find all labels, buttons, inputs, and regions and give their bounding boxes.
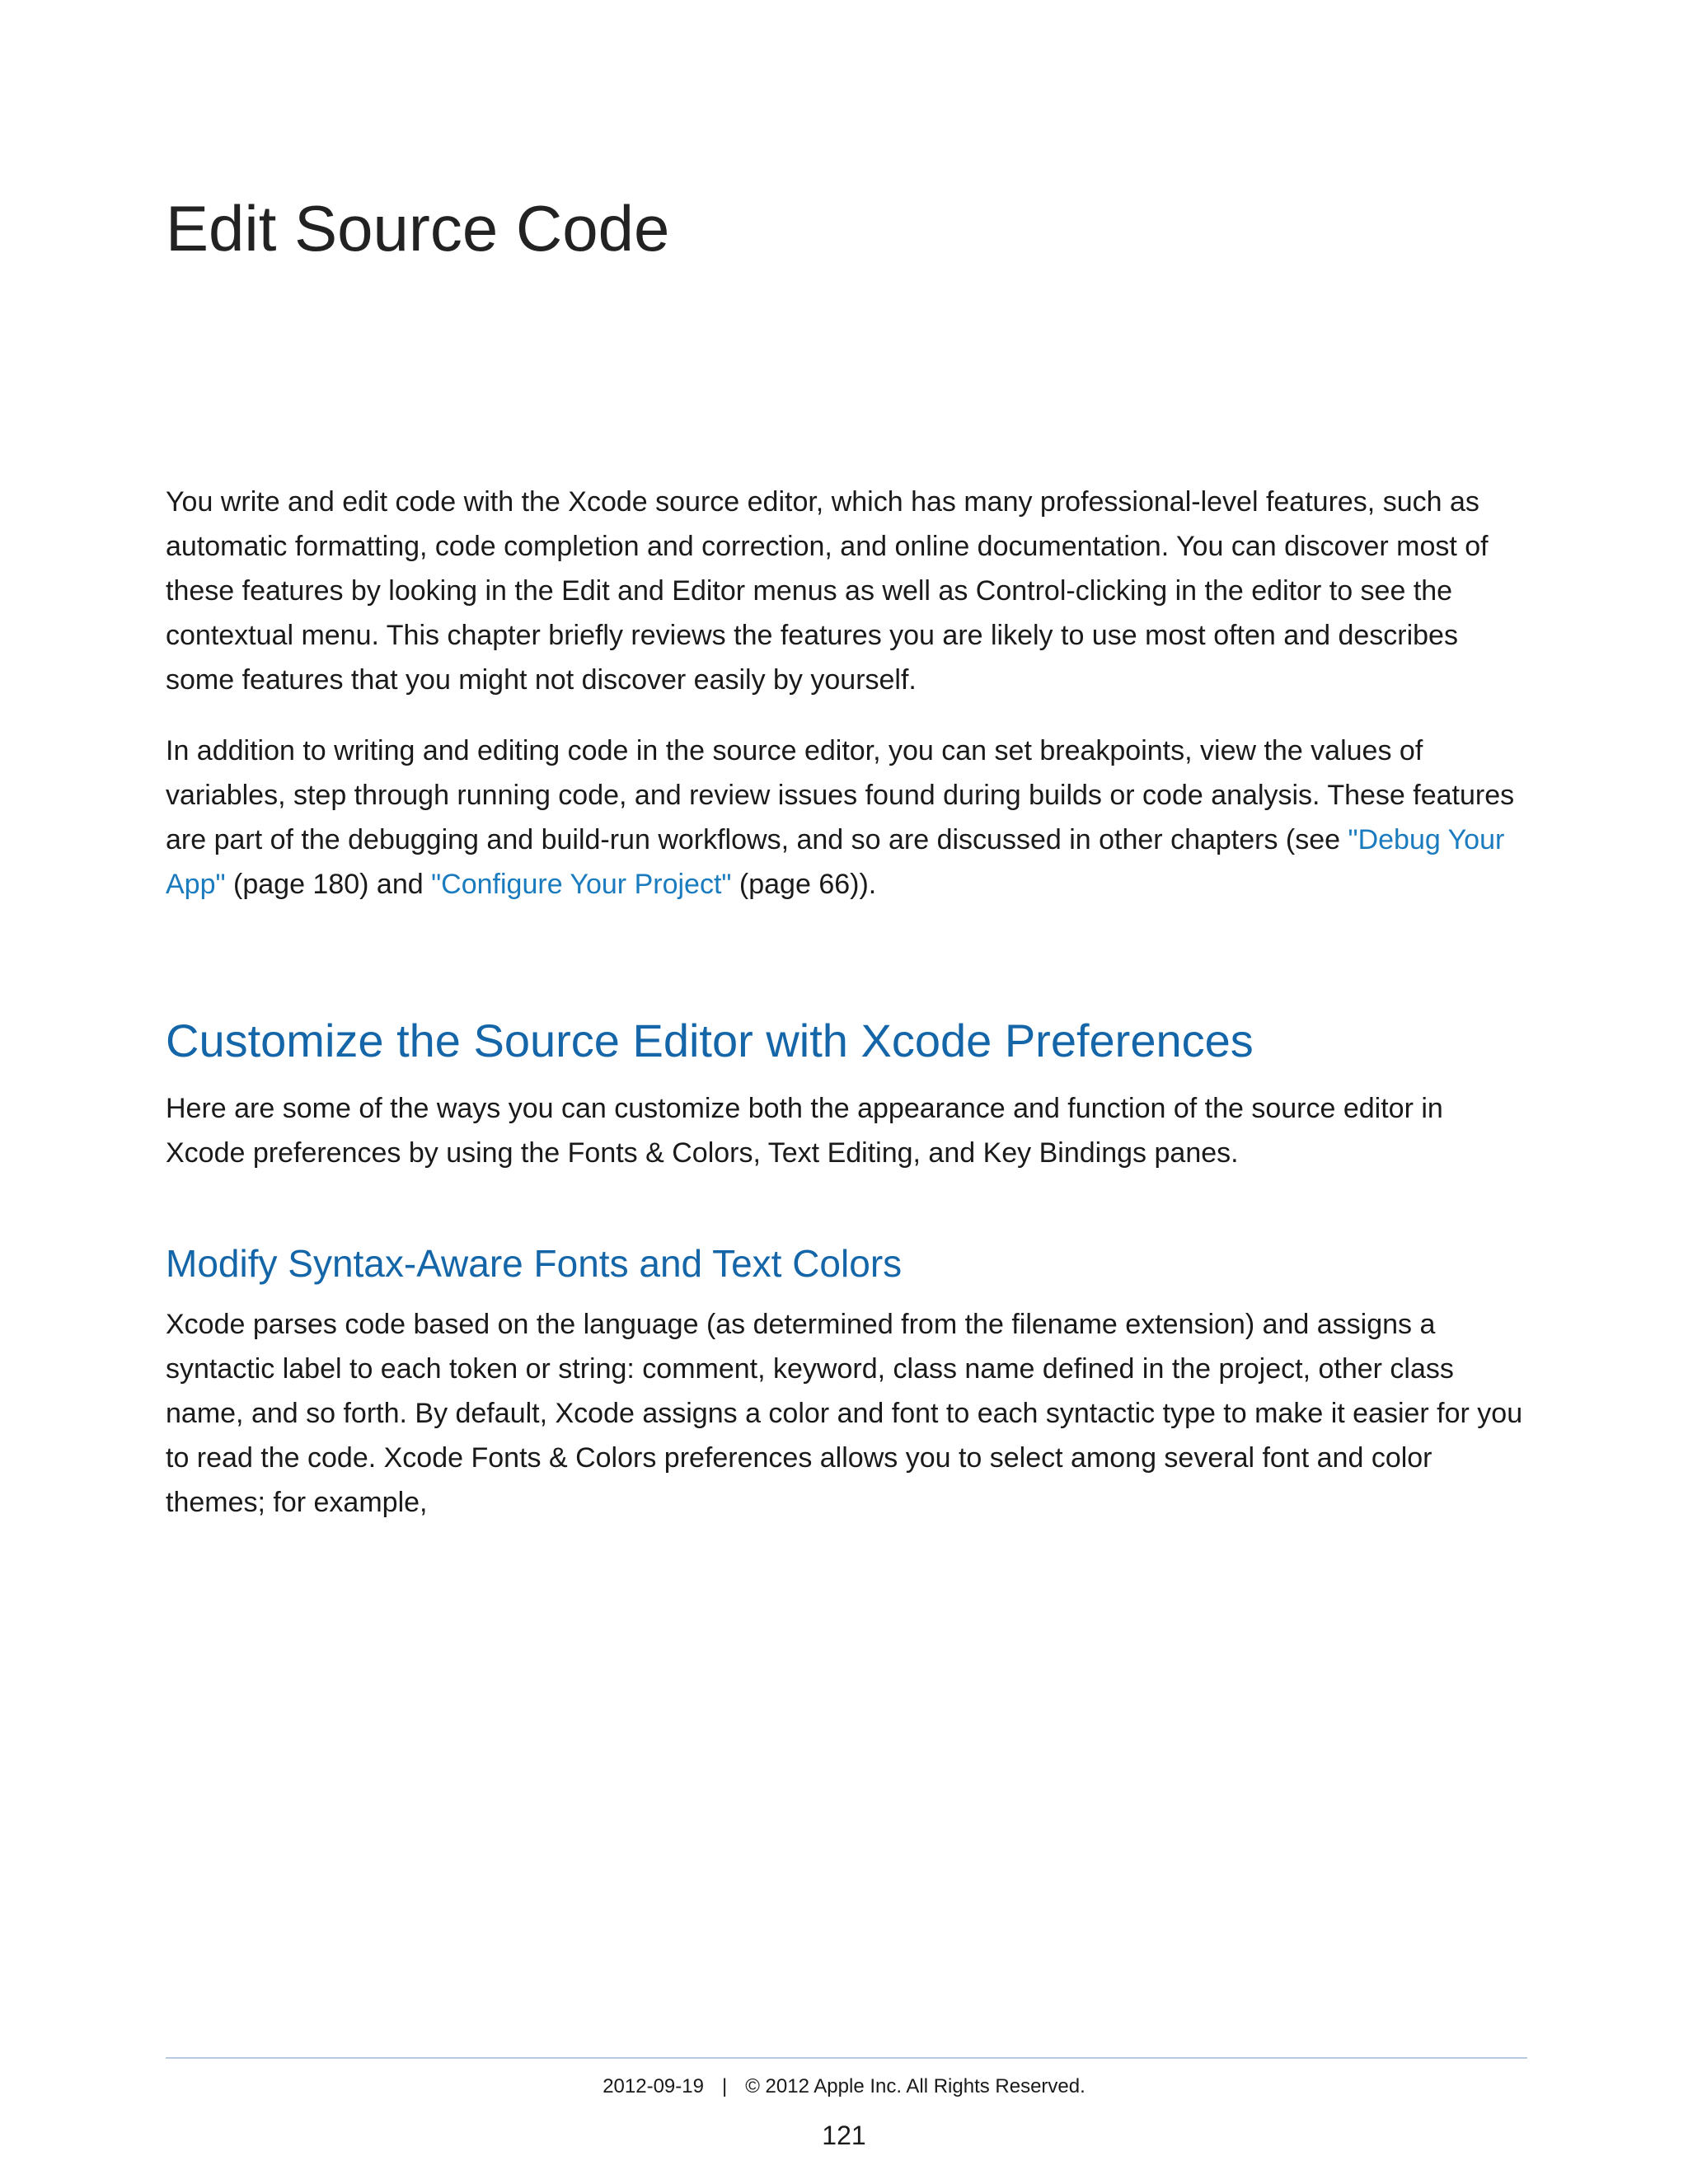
section-heading: Customize the Source Editor with Xcode Preferences bbox=[166, 1015, 1254, 1066]
footer bbox=[0, 2075, 1688, 2098]
intro-paragraph-1: You write and edit code with the Xcode source editor, which has many professional-level features, such as automatic formatting, code completion and correction, and online documentation. You can discover most of these features by looking in the Edit and Editor menus as well as Control-clicking in the editor to see the contextual menu. This chapter briefly reviews the features you are likely to use most often and describes some features that you might not discover easily by yourself. bbox=[166, 486, 1489, 696]
intro-paragraph-2-text-end: (page 66)). bbox=[731, 869, 877, 900]
link-configure-your-project[interactable]: "Configure Your Project" bbox=[431, 869, 732, 900]
subsection-heading: Modify Syntax-Aware Fonts and Text Colors bbox=[166, 1242, 903, 1285]
intro-paragraph-2 bbox=[166, 729, 1527, 907]
intro-paragraph-2-text-middle: (page 180) and bbox=[225, 869, 432, 900]
footer-separator: | bbox=[721, 2075, 728, 2097]
footer-date: 2012-09-19 bbox=[603, 2075, 704, 2097]
subsection-paragraph: Xcode parses code based on the language (as determined from the filename extension) and assigns a syntactic label to each token or string: comment, keyword, class name defined in the project, other class name, and so forth. By default, Xcode assigns a color and font to each syntactic type to make it easier for you to read the code. Xcode Fonts & Colors preferences allows you to select among several font and color themes; for example, bbox=[166, 1309, 1523, 1518]
chapter-title: Edit Source Code bbox=[166, 192, 670, 265]
section-paragraph: Here are some of the ways you can customize both the appearance and function of the source editor in Xcode preferences by using the Fonts & Colors, Text Editing, and Key Bindings panes. bbox=[166, 1093, 1443, 1169]
footer-copyright: © 2012 Apple Inc. All Rights Reserved. bbox=[745, 2075, 1085, 2097]
footer-divider bbox=[166, 2057, 1527, 2059]
page-number: 121 bbox=[822, 2121, 866, 2150]
link-debug-your-app[interactable]: "Debug Your App" bbox=[166, 824, 1505, 900]
intro-paragraph-2-text-start: In addition to writing and editing code in the source editor, you can set breakpoints, view the values of variables, step through running code, and review issues found during builds or code analysis. These features are part of the debugging and build-run workflows, and so are discussed in other chapters (see bbox=[166, 735, 1515, 855]
